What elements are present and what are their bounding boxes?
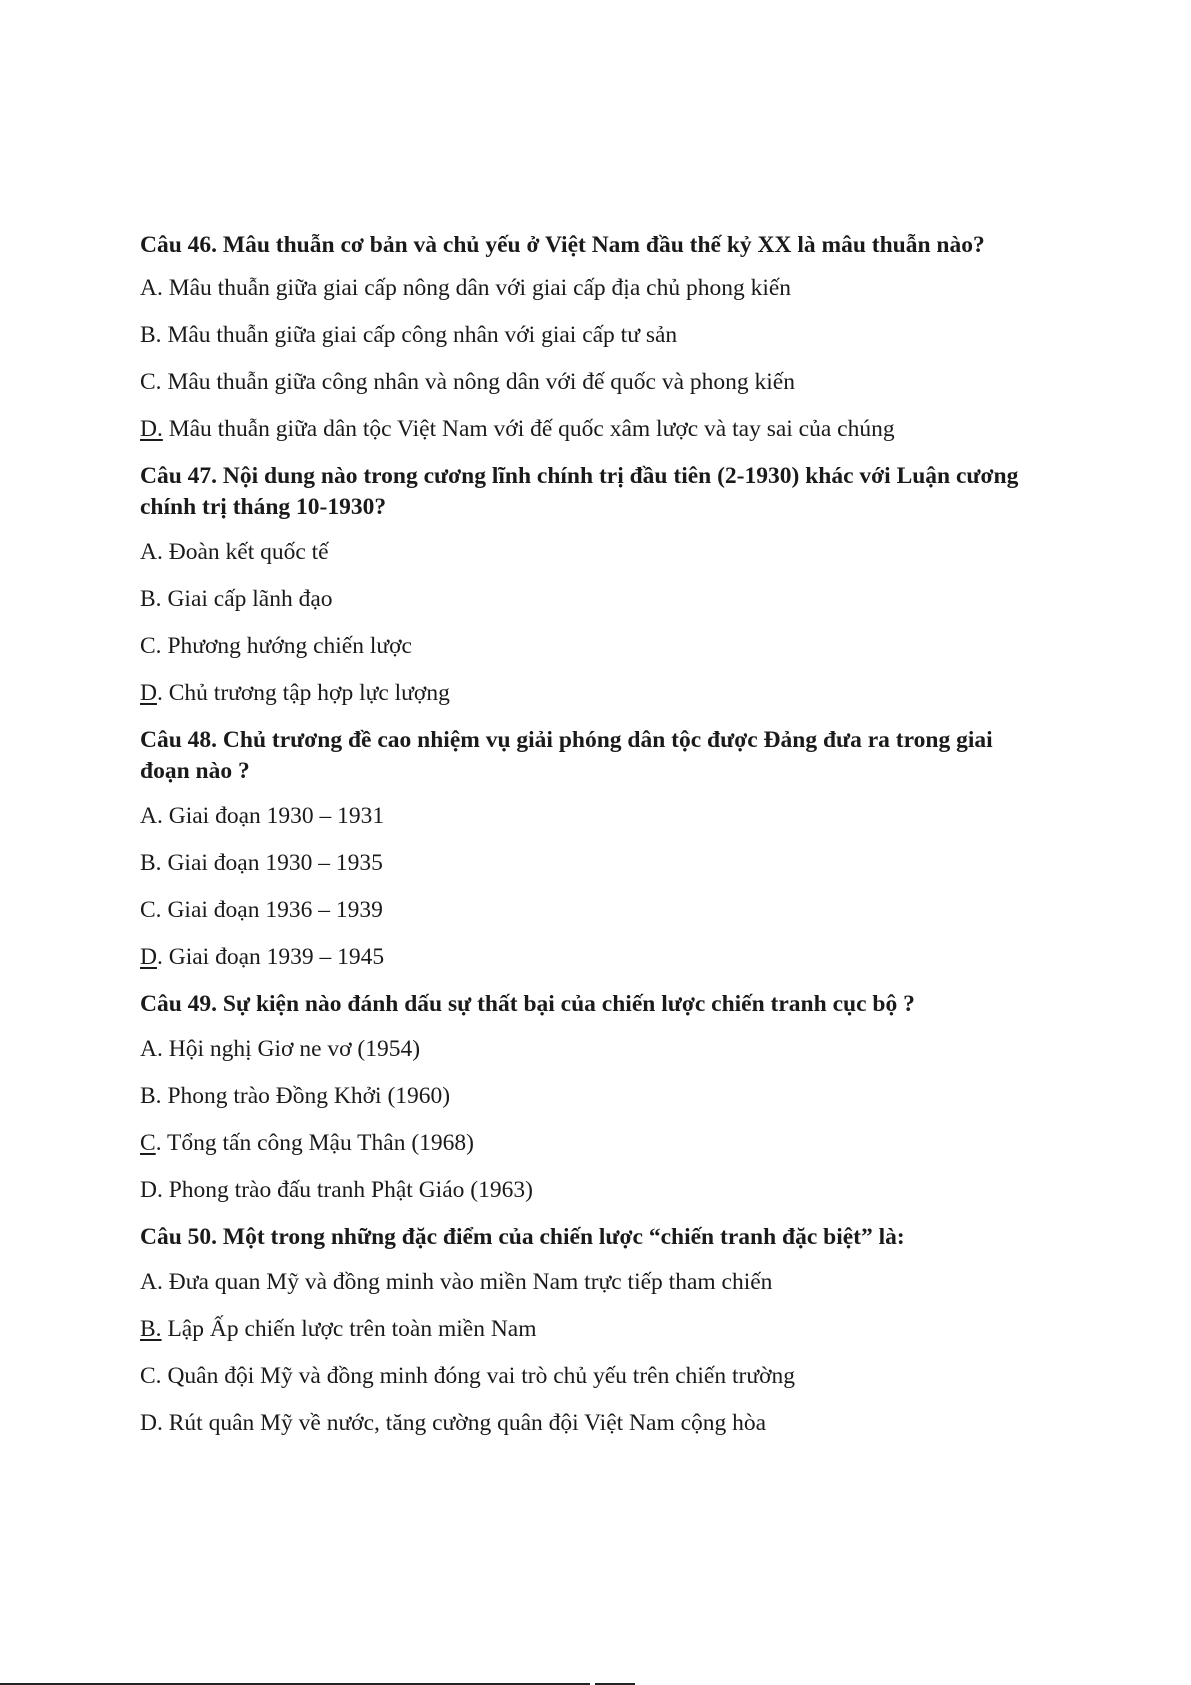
option-a (140, 273, 1040, 304)
option-d (140, 414, 1040, 445)
option-b (140, 1081, 1040, 1112)
option-text: Giai đoạn 1930 – 1931 (162, 803, 385, 829)
option-d (140, 1175, 1040, 1206)
option-text: Rút quân Mỹ về nước, tăng cường quân đội Việt Nam cộng hòa (162, 1410, 767, 1436)
option-letter: C. (140, 897, 162, 923)
question-49 (140, 989, 1040, 1206)
option-c (140, 895, 1040, 926)
option-text: . Giai đoạn 1939 – 1945 (156, 944, 385, 970)
option-letter: B. (140, 1083, 162, 1109)
option-text: Phong trào Đồng Khởi (1960) (161, 1083, 451, 1109)
question-46 (140, 230, 1040, 445)
option-text: Đoàn kết quốc tế (162, 539, 329, 565)
option-letter: A. (140, 1269, 163, 1295)
option-d (140, 678, 1040, 709)
option-letter-correct: D. (140, 416, 163, 442)
document-page (140, 230, 1040, 1455)
option-text: Mâu thuẫn giữa công nhân và nông dân với đế quốc và phong kiến (161, 369, 795, 395)
option-letter: B. (140, 586, 162, 612)
option-letter: C. (140, 1363, 162, 1389)
question-title: Câu 49. Sự kiện nào đánh dấu sự thất bại của chiến lược chiến tranh cục bộ ? (140, 991, 915, 1017)
option-letter-correct: D (140, 680, 157, 706)
option-text: Mâu thuẫn giữa giai cấp công nhân với giai cấp tư sản (161, 322, 678, 348)
option-letter-correct: C (140, 1130, 156, 1156)
option-c (140, 1361, 1040, 1392)
option-letter: A. (140, 803, 163, 829)
option-b (140, 584, 1040, 615)
option-text: Mâu thuẫn giữa giai cấp nông dân với giai cấp địa chủ phong kiến (162, 275, 792, 301)
option-d (140, 942, 1040, 973)
option-b (140, 320, 1040, 351)
option-letter: D. (140, 1410, 163, 1436)
option-b (140, 1314, 1040, 1345)
option-a (140, 1034, 1040, 1065)
option-letter: A. (140, 1036, 163, 1062)
option-letter: D. (140, 1177, 163, 1203)
option-text: Phong trào đấu tranh Phật Giáo (1963) (162, 1177, 533, 1203)
question-title: Câu 48. Chủ trương đề cao nhiệm vụ giải phóng dân tộc được Đảng đưa ra trong giai đoạn nào ? (140, 727, 993, 784)
option-c (140, 367, 1040, 398)
option-text: . Chủ trương tập hợp lực lượng (156, 680, 450, 706)
option-letter: B. (140, 322, 162, 348)
option-a (140, 801, 1040, 832)
option-text: Đưa quan Mỹ và đồng minh vào miền Nam trực tiếp tham chiến (162, 1269, 773, 1295)
option-letter: A. (140, 275, 163, 301)
option-letter: C. (140, 633, 162, 659)
question-title: Câu 46. Mâu thuẫn cơ bản và chủ yếu ở Việt Nam đầu thế kỷ XX là mâu thuẫn nào? (140, 232, 985, 258)
option-letter: B. (140, 850, 162, 876)
option-text: Quân đội Mỹ và đồng minh đóng vai trò chủ yếu trên chiến trường (161, 1363, 795, 1389)
option-letter: A. (140, 539, 163, 565)
option-text: Mâu thuẫn giữa dân tộc Việt Nam với đế quốc xâm lược và tay sai của chúng (162, 416, 895, 442)
option-text: Phương hướng chiến lược (161, 633, 412, 659)
question-title: Câu 47. Nội dung nào trong cương lĩnh chính trị đầu tiên (2-1930) khác với Luận cương chính trị tháng 10-1930? (140, 463, 1019, 520)
option-c (140, 631, 1040, 662)
option-b (140, 848, 1040, 879)
option-text: . Tổng tấn công Mậu Thân (1968) (155, 1130, 474, 1156)
option-text: Giai cấp lãnh đạo (161, 586, 333, 612)
option-text: Giai đoạn 1930 – 1935 (161, 850, 383, 876)
option-letter: C. (140, 369, 162, 395)
option-c (140, 1128, 1040, 1159)
question-47 (140, 461, 1040, 709)
question-title: Câu 50. Một trong những đặc điểm của chiến lược “chiến tranh đặc biệt” là: (140, 1224, 905, 1250)
option-d (140, 1408, 1040, 1439)
option-a (140, 537, 1040, 568)
option-letter-correct: B. (140, 1316, 162, 1342)
option-text: Hội nghị Giơ ne vơ (1954) (162, 1036, 421, 1062)
option-letter-correct: D (140, 944, 157, 970)
option-text: Giai đoạn 1936 – 1939 (161, 897, 383, 923)
option-a (140, 1267, 1040, 1298)
option-text: Lập Ấp chiến lược trên toàn miền Nam (161, 1316, 537, 1342)
question-50 (140, 1222, 1040, 1439)
question-48 (140, 725, 1040, 973)
